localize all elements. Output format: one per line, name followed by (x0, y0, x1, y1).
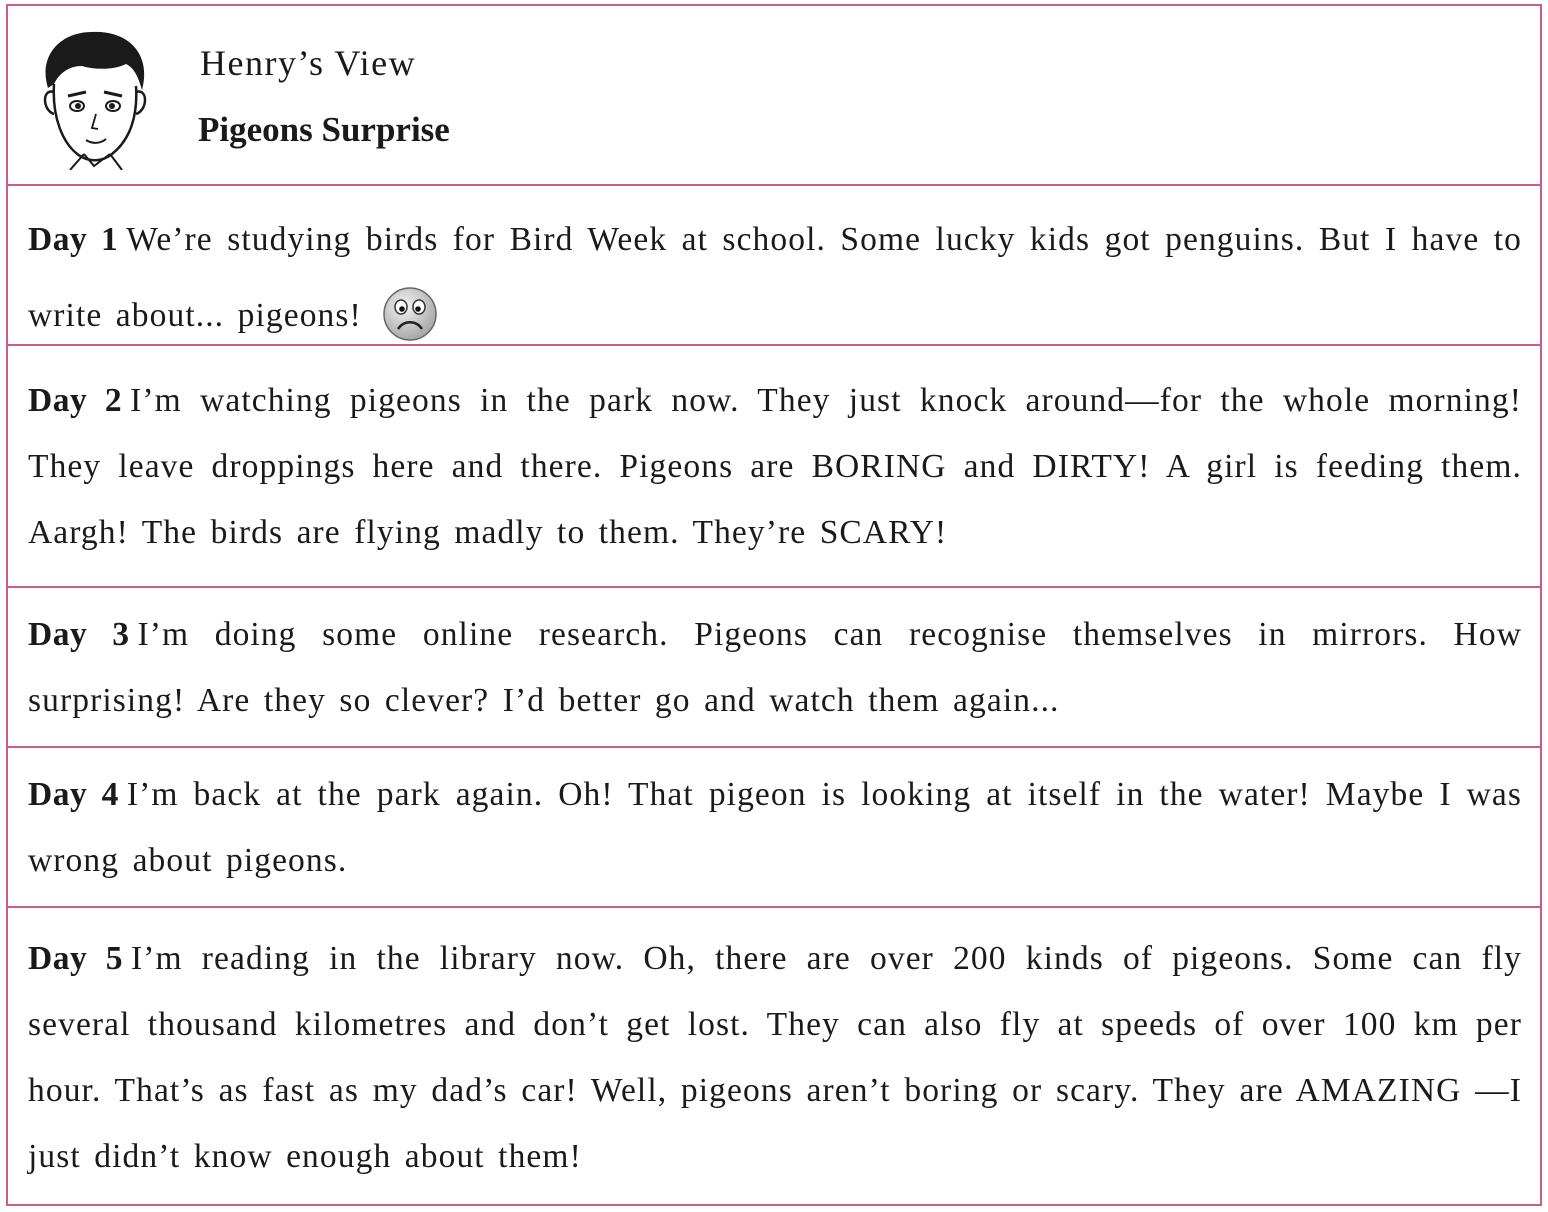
diary-entry-day-4 (28, 762, 1522, 894)
diary-entry-day-3 (28, 602, 1522, 734)
day-label: Day 1 (28, 221, 119, 258)
entry-text: I’m reading in the library now. Oh, there are over 200 kinds of pigeons. Some can fly several thousand kilometres and don’t get lost. They can also fly at speeds of over 100 km per hour. That’s as fast as my dad’s car! Well, pigeons aren’t boring or scary. They are AMAZING —I just didn’t know enough about them! (28, 940, 1522, 1175)
diary-entry-day-1 (28, 202, 1522, 354)
sad-face-icon (382, 286, 438, 342)
day-label: Day 2 (28, 382, 123, 419)
row-divider (8, 586, 1540, 588)
day-label: Day 3 (28, 616, 130, 653)
entry-text: I’m back at the park again. Oh! That pigeon is looking at itself in the water! Maybe I was wrong about pigeons. (28, 776, 1522, 879)
diary-title: Pigeons Surprise (198, 110, 450, 149)
boy-portrait-icon (30, 26, 160, 170)
row-divider (8, 906, 1540, 908)
day-label: Day 4 (28, 776, 119, 813)
diary-entry-day-2 (28, 368, 1522, 566)
row-divider (8, 344, 1540, 346)
diary-entry-day-5 (28, 926, 1522, 1190)
diary-header (8, 6, 1540, 186)
row-divider (8, 746, 1540, 748)
diary-table (6, 4, 1542, 1206)
entry-text: I’m doing some online research. Pigeons can recognise themselves in mirrors. How surprising! Are they so clever? I’d better go and watch them again... (28, 616, 1522, 719)
view-title: Henry’s View (200, 43, 417, 83)
entry-text: I’m watching pigeons in the park now. They just knock around—for the whole morning! They leave droppings here and there. Pigeons are BORING and DIRTY! A girl is feeding them. Aargh! The birds are flying madly to them. They’re SCARY! (28, 382, 1522, 551)
entry-text: We’re studying birds for Bird Week at school. Some lucky kids got penguins. But I have to write about... pigeons! (28, 221, 1522, 334)
day-label: Day 5 (28, 940, 123, 977)
row-divider (8, 184, 1540, 186)
